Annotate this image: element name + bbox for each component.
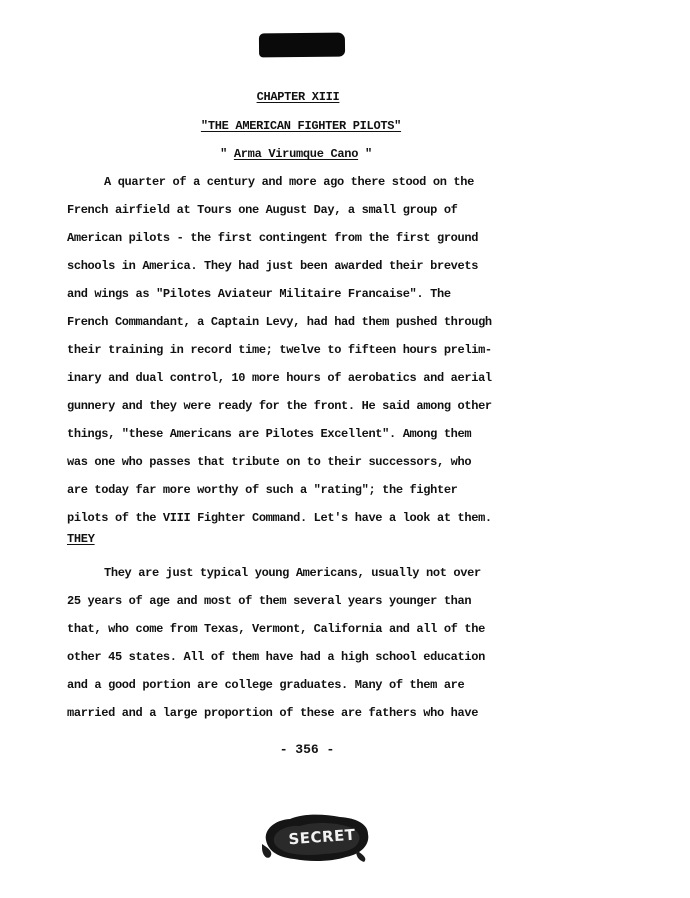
paragraph1-line: and wings as "Pilotes Aviateur Militaire Francaise". The — [67, 287, 451, 301]
redaction-bar — [259, 33, 345, 58]
chapter-title-text: "THE AMERICAN FIGHTER PILOTS" — [200, 119, 402, 133]
paragraph1-line: French airfield at Tours one August Day, a small group of — [67, 203, 458, 217]
paragraph1-line: their training in record time; twelve to fifteen hours prelim- — [67, 343, 492, 357]
paragraph2-line: 25 years of age and most of them several years younger than — [67, 594, 472, 608]
paragraph2-line: and a good portion are college graduates. Many of them are — [67, 678, 465, 692]
paragraph2-line: that, who come from Texas, Vermont, California and all of the — [67, 622, 485, 636]
paragraph1-line: French Commandant, a Captain Levy, had had them pushed through — [67, 315, 492, 329]
chapter-heading — [0, 90, 596, 104]
paragraph2-line: other 45 states. All of them have had a high school education — [67, 650, 485, 664]
paragraph2-line: They are just typical young Americans, usually not over — [104, 566, 481, 580]
paragraph2-line: married and a large proportion of these are fathers who have — [67, 706, 479, 720]
motto-text: Arma Virumque Cano — [233, 147, 359, 161]
paragraph1-line: inary and dual control, 10 more hours of aerobatics and aerial — [67, 371, 492, 385]
chapter-title — [0, 119, 602, 133]
page-number: - 356 - — [279, 742, 335, 757]
paragraph1-line: pilots of the VIII Fighter Command. Let's have a look at them. — [67, 511, 492, 525]
paragraph1-line: was one who passes that tribute on to their successors, who — [67, 455, 472, 469]
paragraph1-line: things, "these Americans are Pilotes Excellent". Among them — [67, 427, 472, 441]
paragraph1-line: American pilots - the first contingent from the first ground — [67, 231, 479, 245]
chapter-motto — [0, 147, 592, 161]
paragraph1-line: are today far more worthy of such a "rating"; the fighter — [67, 483, 458, 497]
paragraph1-line: schools in America. They had just been awarded their brevets — [67, 259, 479, 273]
stamp-text: SECRET — [287, 825, 357, 849]
motto-close-quote: " — [358, 147, 372, 161]
paragraph1-line: A quarter of a century and more ago there stood on the — [104, 175, 474, 189]
secret-stamp — [260, 810, 372, 864]
motto-open-quote: " — [220, 147, 234, 161]
section-heading: THEY — [67, 532, 95, 546]
chapter-number: CHAPTER XIII — [256, 90, 340, 104]
paragraph1-line: gunnery and they were ready for the front. He said among other — [67, 399, 492, 413]
